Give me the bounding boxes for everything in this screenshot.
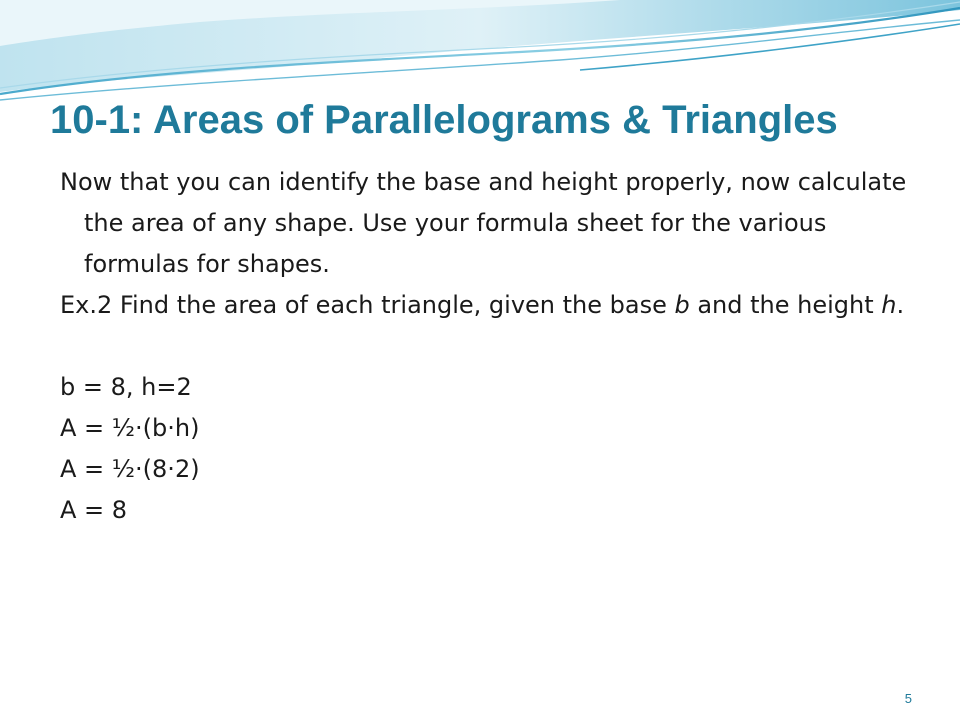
example-prompt-start: Ex.2 Find the area of each triangle, given the base xyxy=(60,291,675,319)
example-prompt-end: . xyxy=(896,291,905,319)
header-wave-decoration xyxy=(0,0,960,110)
variable-b: b xyxy=(674,291,690,319)
example-prompt-mid: and the height xyxy=(689,291,882,319)
area-result: A = 8 xyxy=(60,496,128,524)
variable-h: h xyxy=(881,291,897,319)
page-number: 5 xyxy=(904,691,912,706)
area-substitution: A = ½·(8·2) xyxy=(60,455,200,483)
slide-title: 10-1: Areas of Parallelograms & Triangles xyxy=(50,98,838,142)
intro-paragraph: Now that you can identify the base and height properly, now calculate the area of any shape. Use your formula sheet for the various formulas for shapes. xyxy=(60,168,907,278)
given-values: b = 8, h=2 xyxy=(60,373,192,401)
spacer xyxy=(60,326,920,367)
example-prompt xyxy=(60,285,920,326)
area-formula: A = ½·(b·h) xyxy=(60,414,200,442)
slide-body xyxy=(60,162,920,531)
